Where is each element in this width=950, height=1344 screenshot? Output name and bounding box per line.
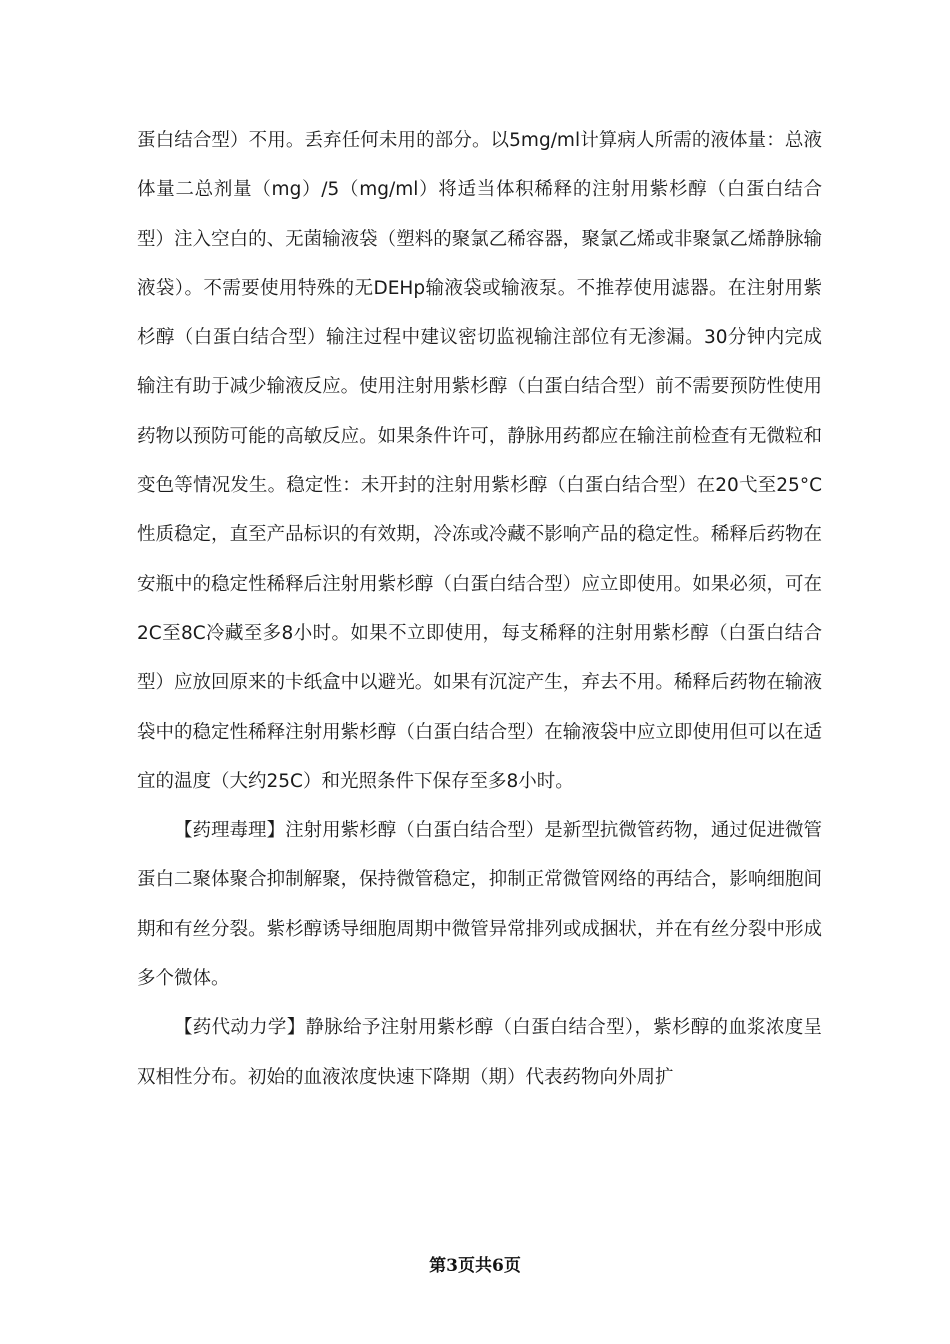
page-number-footer: 第3页共6页 (429, 1256, 521, 1276)
document-body (137, 116, 822, 1102)
paragraph-dosing-stability: 蛋白结合型）不用。丢弃任何未用的部分。以5mg/ml计算病人所需的液体量：总液体量二总剂量（mg）/5（mg/ml）将适当体积稀释的注射用紫杉醇（白蛋白结合型）注入空白的、无菌输液袋（塑料的聚氯乙稀容器，聚氯乙烯或非聚氯乙烯静脉输液袋）。不需要使用特殊的无DEHp输液袋或输液泵。不推荐使用滤器。在注射用紫杉醇（白蛋白结合型）输注过程中建议密切监视输注部位有无渗漏。30分钟内完成输注有助于减少输液反应。使用注射用紫杉醇（白蛋白结合型）前不需要预防性使用药物以预防可能的高敏反应。如果条件许可，静脉用药都应在输注前检查有无微粒和变色等情况发生。稳定性：未开封的注射用紫杉醇（白蛋白结合型）在20弋至25°C性质稳定，直至产品标识的有效期，冷冻或冷藏不影响产品的稳定性。稀释后药物在安瓶中的稳定性稀释后注射用紫杉醇（白蛋白结合型）应立即使用。如果必须，可在2C至8C冷藏至多8小时。如果不立即使用，每支稀释的注射用紫杉醇（白蛋白结合型）应放回原来的卡纸盒中以避光。如果有沉淀产生，弃去不用。稀释后药物在输液袋中的稳定性稀释注射用紫杉醇（白蛋白结合型）在输液袋中应立即使用但可以在适宜的温度（大约25C）和光照条件下保存至多8小时。 (137, 130, 822, 792)
paragraph-pharmacokinetics: 【药代动力学】静脉给予注射用紫杉醇（白蛋白结合型），紫杉醇的血浆浓度呈双相性分布。初始的血液浓度快速下降期（期）代表药物向外周扩 (137, 1017, 822, 1088)
paragraph-pharmacology: 【药理毒理】注射用紫杉醇（白蛋白结合型）是新型抗微管药物，通过促进微管蛋白二聚体聚合抑制解聚，保持微管稳定，抑制正常微管网络的再结合，影响细胞间期和有丝分裂。紫杉醇诱导细胞周期中微管异常排列或成捆状，并在有丝分裂中形成多个微体。 (137, 820, 822, 990)
